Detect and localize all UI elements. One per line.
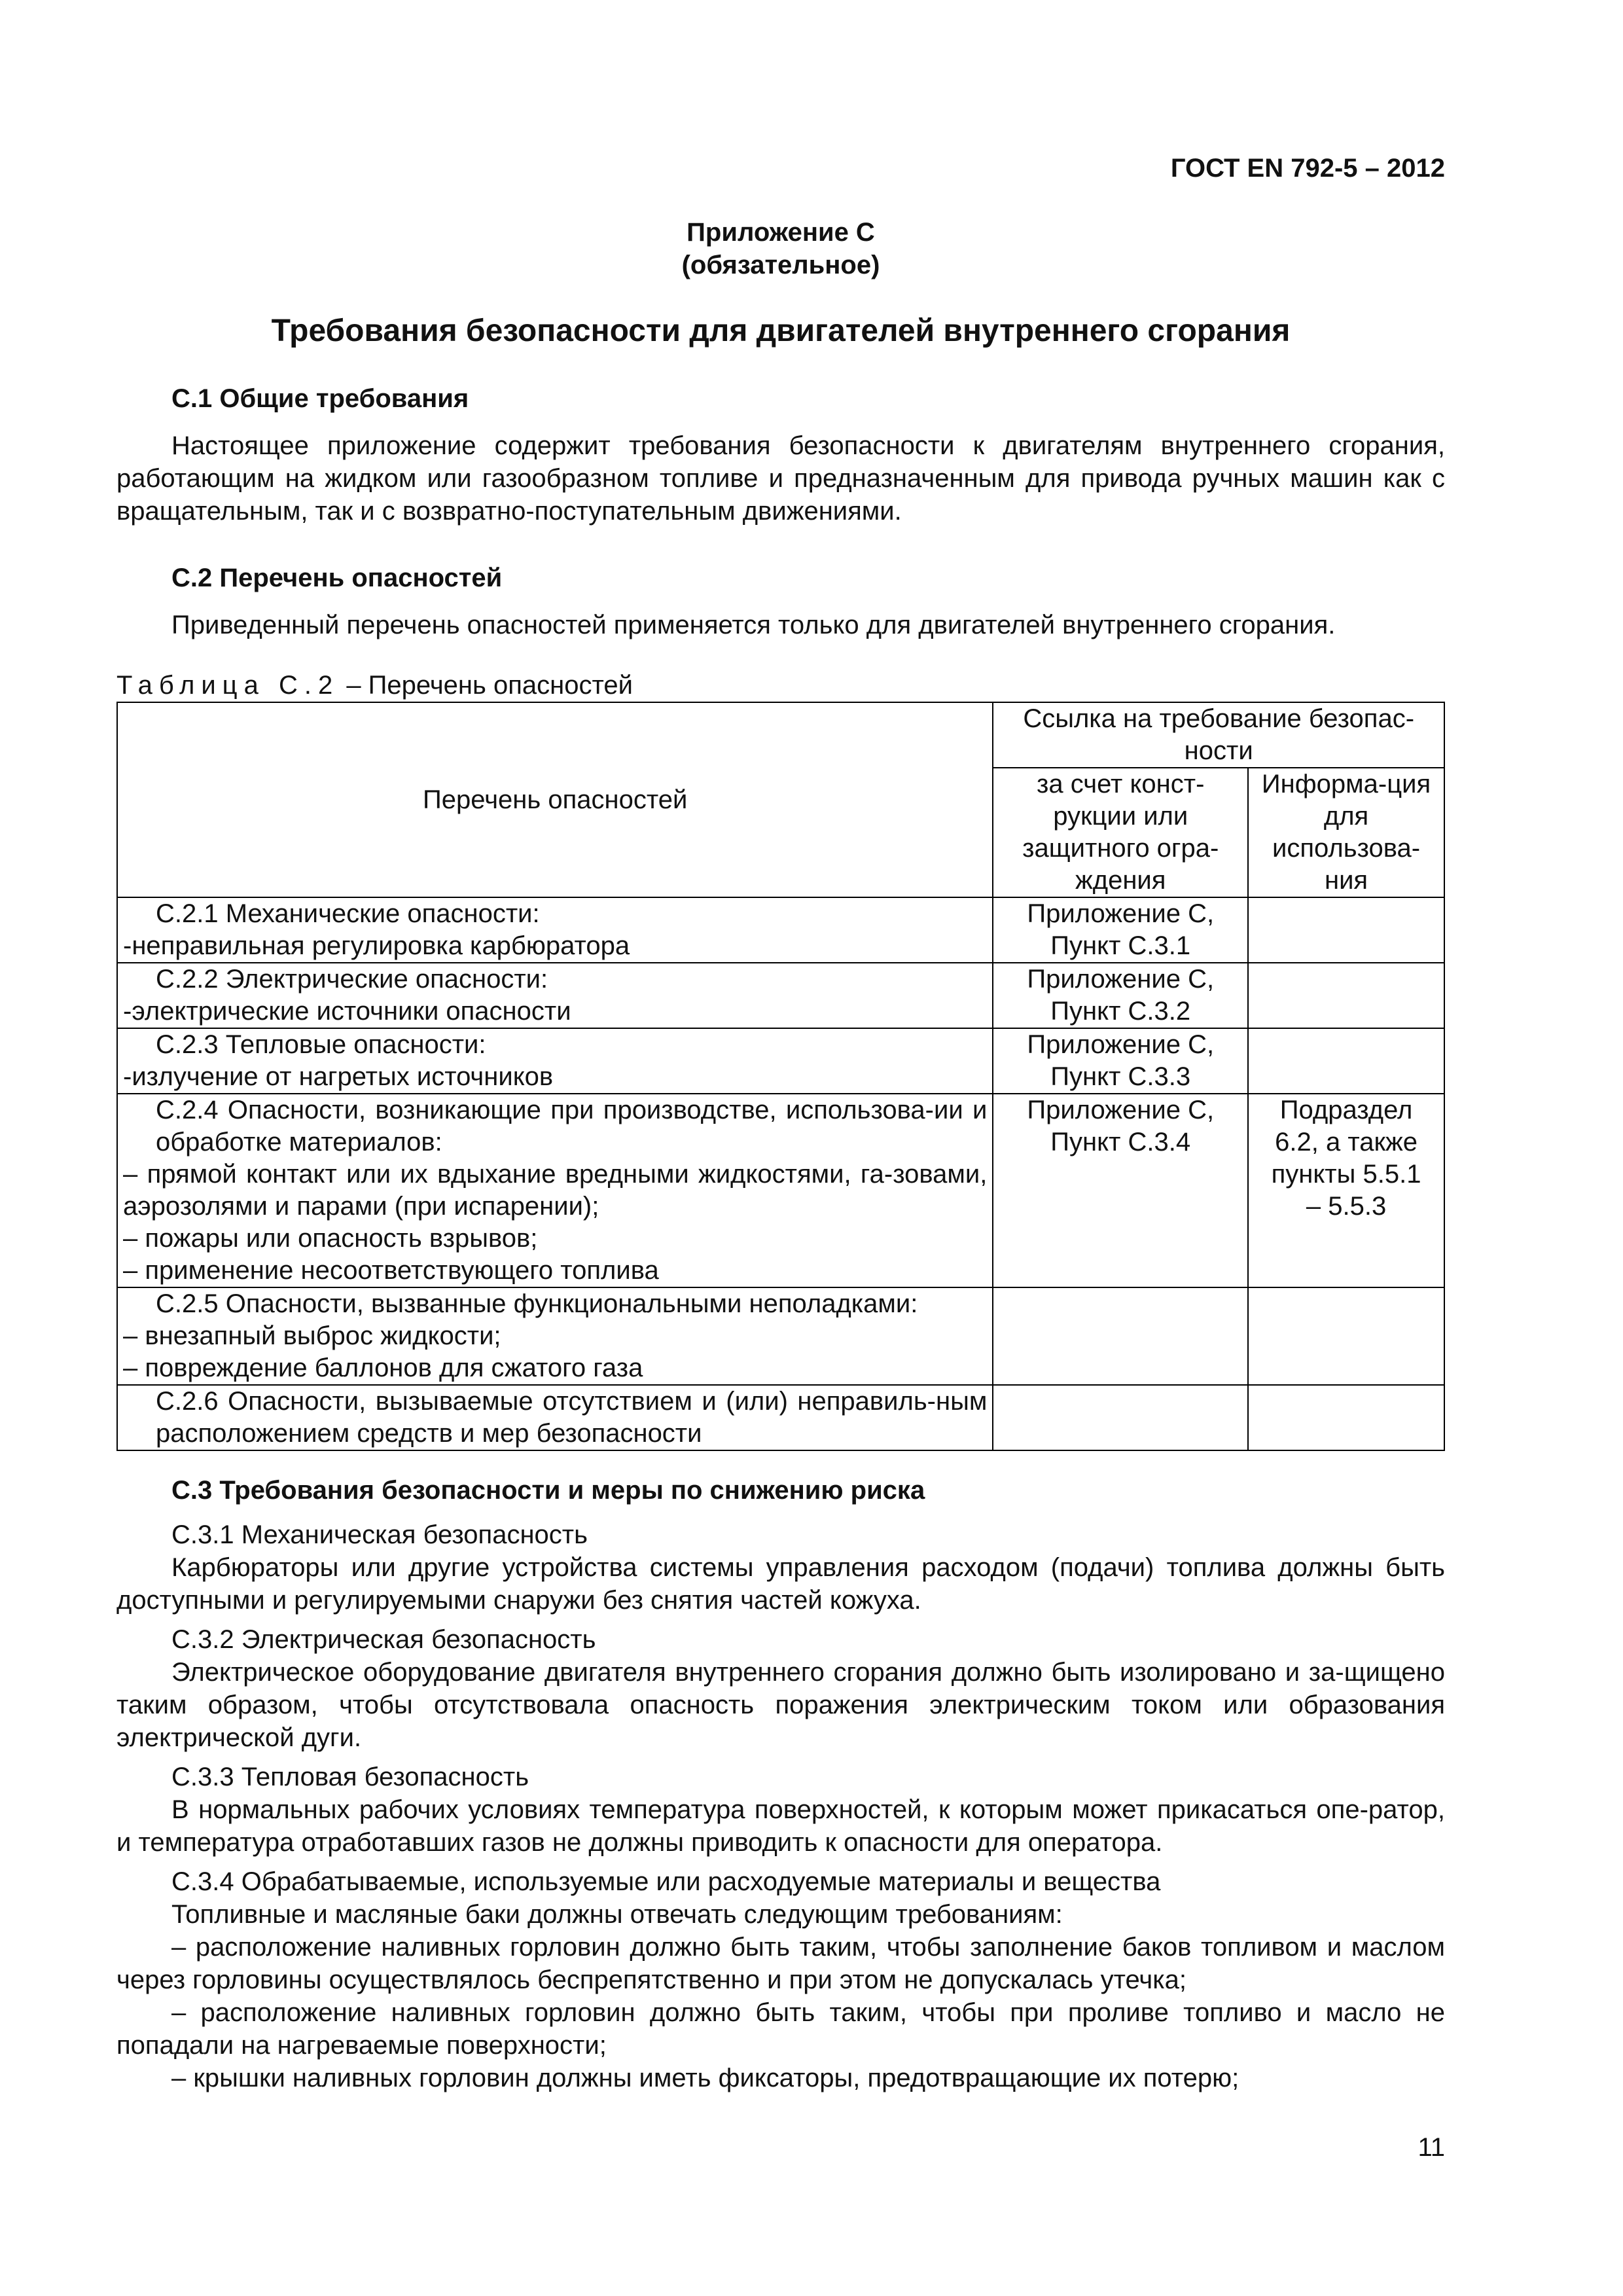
annex-heading — [116, 216, 1445, 281]
section-c3 — [116, 1474, 1445, 2094]
cell-line: С.2.4 Опасности, возникающие при производстве, использова-ии и обработке материалов: — [156, 1096, 988, 1157]
cell-line: Приложение С, — [1027, 1030, 1215, 1059]
page-number: 11 — [1418, 2133, 1445, 2162]
annex-status: (обязательное) — [681, 251, 880, 279]
main-title: Требования безопасности для двигателей внутреннего сгорания — [271, 314, 1291, 348]
cell-line: С.2.1 Механические опасности: — [156, 899, 540, 928]
cell-line: С.2.6 Опасности, вызываемые отсутствием и (или) неправиль-ным расположением средств и мер безопасности — [156, 1387, 988, 1448]
paragraph: Настоящее приложение содержит требования безопасности к двигателям внутреннего сгорания, работающим на жидком или газообразном топливе и предназначенным для привода ручных машин как с вращательным, так и с возвратно-поступательным движениями. — [116, 431, 1445, 526]
header-hazards: Перечень опасностей — [117, 702, 993, 897]
section-heading: С.2 Перечень опасностей — [171, 564, 503, 592]
annex-title: Приложение С — [687, 218, 875, 247]
section-c2 — [116, 562, 1445, 641]
hazard-cell — [117, 897, 993, 963]
table-row — [117, 897, 1444, 963]
paragraph: Топливные и масляные баки должны отвечать следующим требованиям: — [171, 1900, 1063, 1929]
cell-line: -неправильная регулировка карбюратора — [123, 931, 630, 960]
table-row — [117, 1287, 1444, 1385]
hazards-table — [116, 702, 1445, 1451]
design-reference-cell — [993, 1028, 1248, 1094]
design-reference-cell — [993, 963, 1248, 1028]
paragraph: Электрическое оборудование двигателя внутреннего сгорания должно быть изолировано и за-щищено таким образом, чтобы отсутствовала опасность поражения электрическим током или образования электрической дуги. — [116, 1658, 1445, 1752]
cell-line: – прямой контакт или их вдыхание вредными жидкостями, га-зовами, аэрозолями и парами (при испарении); — [123, 1160, 988, 1221]
cell-line: С.2.5 Опасности, вызванные функциональными неполадками: — [156, 1289, 918, 1318]
design-reference-cell — [993, 897, 1248, 963]
list-item: – крышки наливных горловин должны иметь фиксаторы, предотвращающие их потерю; — [171, 2064, 1240, 2092]
table-caption-label: Таблица С.2 — [116, 671, 340, 700]
cell-line: Приложение С, — [1027, 1096, 1215, 1124]
info-reference-cell — [1248, 963, 1444, 1028]
header-design: за счет конст-рукции или защитного огра-ждения — [993, 768, 1248, 897]
subsection-title: С.3.1 Механическая безопасность — [171, 1520, 588, 1549]
cell-line: – внезапный выброс жидкости; — [123, 1321, 501, 1350]
cell-line: Приложение С, — [1027, 899, 1215, 928]
header-reference-group: Ссылка на требование безопас-ности — [993, 702, 1444, 768]
paragraph: Приведенный перечень опасностей применяется только для двигателей внутреннего сгорания. — [171, 611, 1336, 639]
cell-line: пункты 5.5.1 — [1271, 1160, 1421, 1189]
design-reference-cell — [993, 1287, 1248, 1385]
cell-line: С.2.2 Электрические опасности: — [156, 965, 548, 994]
cell-line: Приложение С, — [1027, 965, 1215, 994]
hazard-cell — [117, 963, 993, 1028]
table-row — [117, 963, 1444, 1028]
paragraph: Карбюраторы или другие устройства системы управления расходом (подачи) топлива должны быть доступными и регулируемыми снаружи без снятия частей кожуха. — [116, 1553, 1445, 1615]
cell-line: Пункт С.3.4 — [1050, 1128, 1191, 1157]
list-item: – расположение наливных горловин должно быть таким, чтобы заполнение баков топливом и маслом через горловины осуществлялось беспрепятственно и при этом не допускалась утечка; — [116, 1933, 1445, 1994]
cell-line: С.2.3 Тепловые опасности: — [156, 1030, 486, 1059]
subsection-title: С.3.2 Электрическая безопасность — [171, 1625, 596, 1654]
table-caption — [116, 669, 633, 702]
info-reference-cell — [1248, 1287, 1444, 1385]
cell-line: – пожары или опасность взрывов; — [123, 1224, 538, 1253]
table-row — [117, 1094, 1444, 1287]
table-caption-text: – Перечень опасностей — [339, 671, 633, 700]
table-body — [117, 897, 1444, 1450]
section-heading: С.3 Требования безопасности и меры по снижению риска — [171, 1476, 925, 1505]
table-row — [117, 1385, 1444, 1450]
hazard-cell — [117, 1385, 993, 1450]
cell-line: 6.2, а также — [1275, 1128, 1418, 1157]
subsection-title: С.3.4 Обрабатываемые, используемые или расходуемые материалы и вещества — [171, 1867, 1161, 1896]
hazard-cell — [117, 1287, 993, 1385]
header-info: Информа-ция для использова-ния — [1248, 768, 1444, 897]
cell-line: – применение несоответствующего топлива — [123, 1256, 659, 1285]
hazard-cell — [117, 1094, 993, 1287]
cell-line: -электрические источники опасности — [123, 997, 571, 1026]
info-reference-cell — [1248, 897, 1444, 963]
cell-line: Пункт С.3.3 — [1050, 1062, 1191, 1091]
cell-line: Подраздел — [1279, 1096, 1413, 1124]
hazard-cell — [117, 1028, 993, 1094]
info-reference-cell — [1248, 1094, 1444, 1287]
design-reference-cell — [993, 1385, 1248, 1450]
cell-line: Пункт С.3.2 — [1050, 997, 1191, 1026]
design-reference-cell — [993, 1094, 1248, 1287]
list-item: – расположение наливных горловин должно быть таким, чтобы при проливе топливо и масло не попадали на нагреваемые поверхности; — [116, 1998, 1445, 2060]
section-c1 — [116, 382, 1445, 528]
cell-line: -излучение от нагретых источников — [123, 1062, 554, 1091]
section-heading: С.1 Общие требования — [171, 384, 469, 413]
cell-line: Пункт С.3.1 — [1050, 931, 1191, 960]
table-row — [117, 1028, 1444, 1094]
info-reference-cell — [1248, 1385, 1444, 1450]
paragraph: В нормальных рабочих условиях температура поверхностей, к которым может прикасаться опе-ратор, и температура отработавших газов не должны приводить к опасности для оператора. — [116, 1795, 1445, 1857]
info-reference-cell — [1248, 1028, 1444, 1094]
subsection-title: С.3.3 Тепловая безопасность — [171, 1763, 529, 1791]
document-code: ГОСТ EN 792-5 – 2012 — [1170, 154, 1445, 183]
cell-line: – 5.5.3 — [1306, 1192, 1387, 1221]
cell-line: – повреждение баллонов для сжатого газа — [123, 1354, 643, 1382]
